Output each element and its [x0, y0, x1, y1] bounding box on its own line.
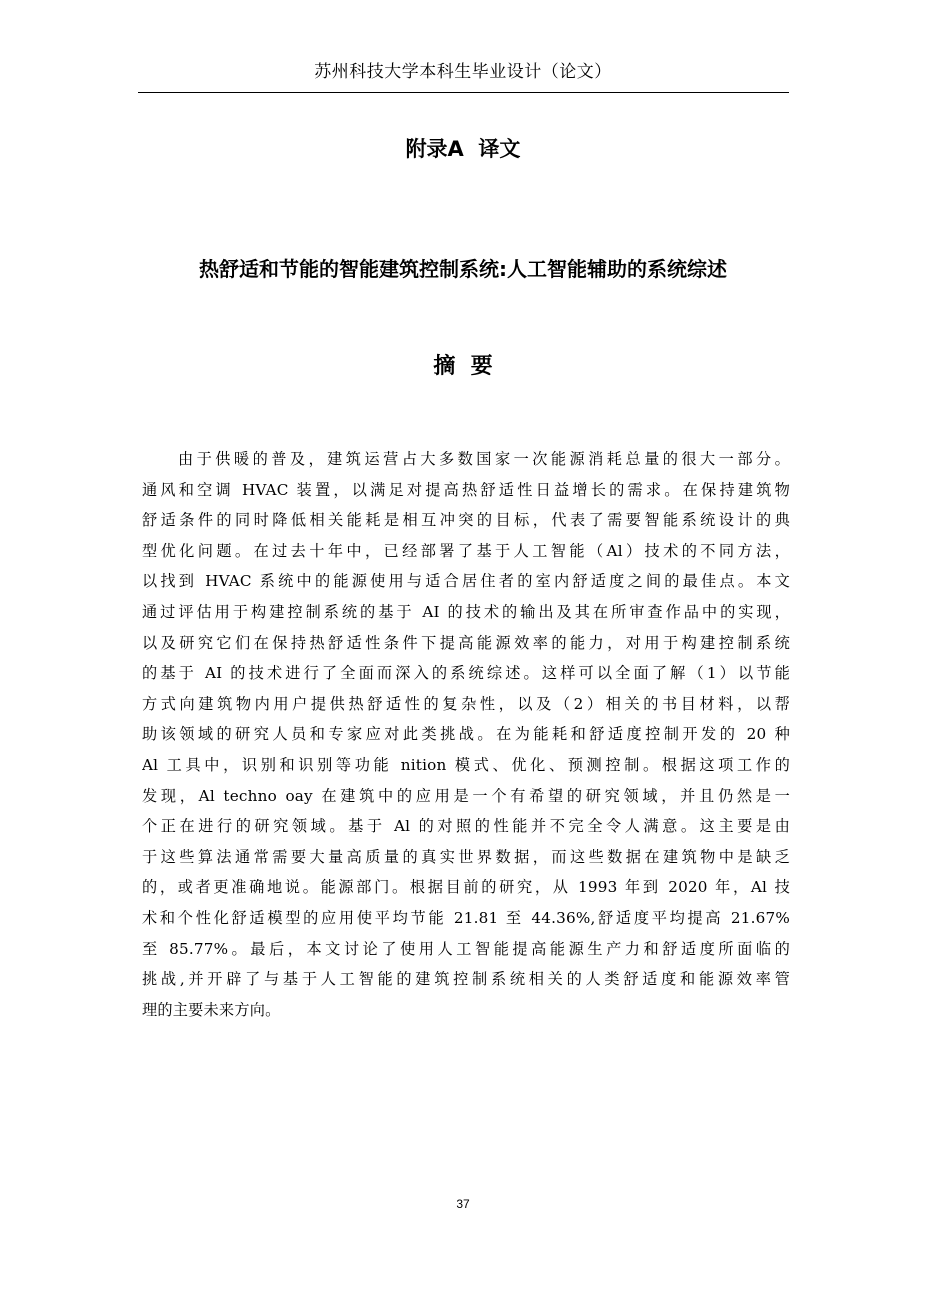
abstract-line: 由于供暖的普及，建筑运营占大多数国家一次能源消耗总量的很大一部分。 — [178, 450, 790, 468]
abstract-line: 助该领域的研究人员和专家应对此类挑战。在为能耗和舒适度控制开发的 20 种 — [142, 725, 790, 744]
abstract-line: 通过评估用于构建控制系统的基于 AI 的技术的输出及其在所审查作品中的实现， — [142, 602, 790, 621]
abstract-line: 理的主要未来方向。 — [142, 1000, 281, 1019]
abstract-heading: 摘 要 — [433, 354, 493, 379]
abstract-line: 通风和空调 HVAC 装置，以满足对提高热舒适性日益增长的需求。在保持建筑物 — [142, 480, 790, 499]
abstract-line: 个正在进行的研究领域。基于 Al 的对照的性能并不完全令人满意。这主要是由 — [142, 817, 790, 836]
abstract-line: 的基于 AI 的技术进行了全面而深入的系统综述。这样可以全面了解（1）以节能 — [142, 664, 790, 683]
abstract-line: 型优化问题。在过去十年中，已经部署了基于人工智能（Al）技术的不同方法， — [142, 541, 790, 560]
abstract-line: 至 85.77%。最后，本文讨论了使用人工智能提高能源生产力和舒适度所面临的 — [142, 939, 790, 958]
abstract-line: 挑战,并开辟了与基于人工智能的建筑控制系统相关的人类舒适度和能源效率管 — [142, 970, 790, 989]
page-number: 37 — [456, 1197, 470, 1211]
abstract-line: Al 工具中，识别和识别等功能 nition 模式、优化、预测控制。根据这项工作的 — [142, 755, 790, 774]
paper-title: 热舒适和节能的智能建筑控制系统:人工智能辅助的系统综述 — [199, 257, 727, 281]
abstract-line: 以及研究它们在保持热舒适性条件下提高能源效率的能力，对用于构建控制系统 — [142, 633, 790, 652]
header-divider — [138, 92, 789, 93]
abstract-body — [142, 444, 790, 1025]
abstract-line: 于这些算法通常需要大量高质量的真实世界数据，而这些数据在建筑物中是缺乏 — [142, 847, 790, 866]
abstract-line: 发现，Al techno oay 在建筑中的应用是一个有希望的研究领域，并且仍然是一 — [142, 786, 790, 805]
abstract-line: 术和个性化舒适模型的应用使平均节能 21.81 至 44.36%,舒适度平均提高 21.67% — [142, 908, 790, 927]
running-header: 苏州科技大学本科生毕业设计（论文） — [314, 62, 612, 82]
abstract-line: 方式向建筑物内用户提供热舒适性的复杂性，以及（2）相关的书目材料，以帮 — [142, 694, 790, 713]
abstract-line: 以找到 HVAC 系统中的能源使用与适合居住者的室内舒适度之间的最佳点。本文 — [142, 572, 790, 591]
abstract-line: 舒适条件的同时降低相关能耗是相互冲突的目标，代表了需要智能系统设计的典 — [142, 511, 790, 530]
appendix-title: 附录A 译文 — [405, 137, 521, 161]
abstract-line: 的，或者更准确地说。能源部门。根据目前的研究，从 1993 年到 2020 年，Al 技 — [142, 878, 790, 897]
